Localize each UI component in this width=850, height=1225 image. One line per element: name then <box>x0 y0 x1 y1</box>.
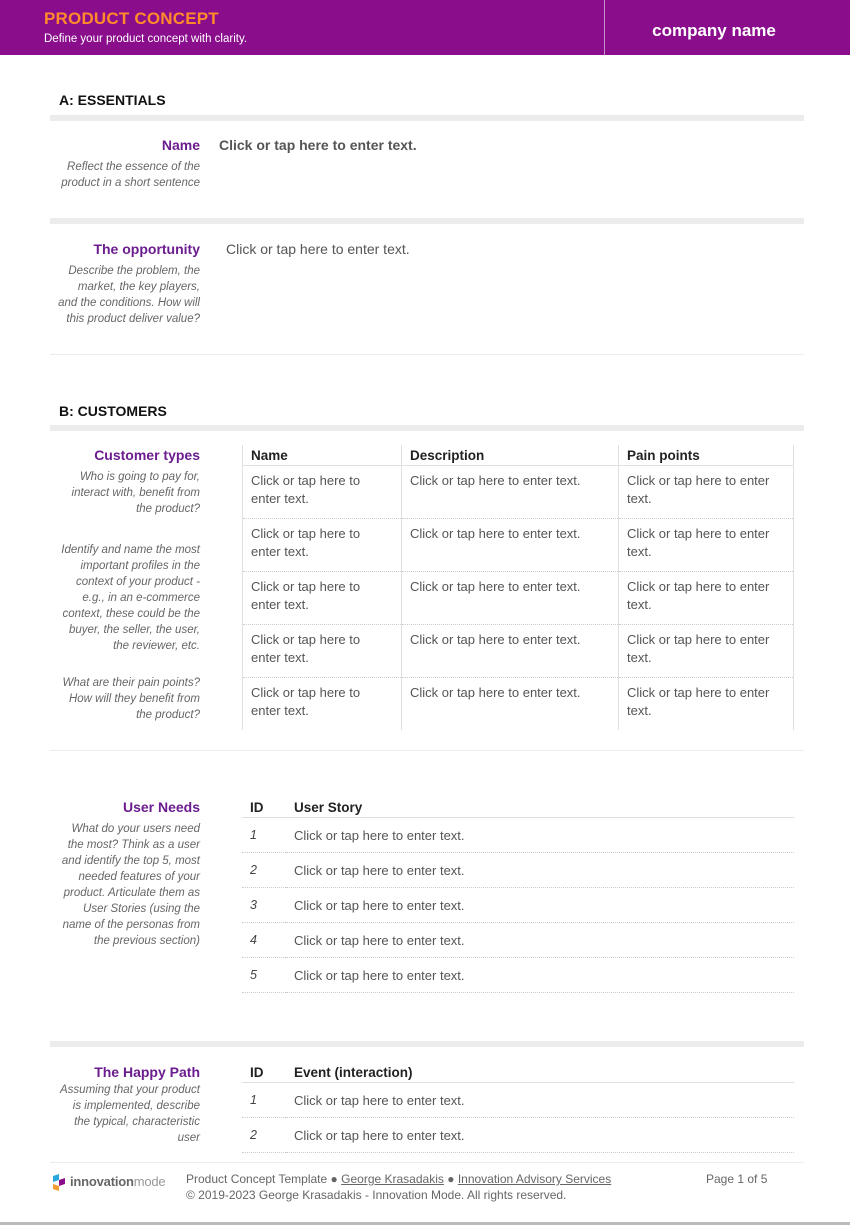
column-header-name: Name <box>243 445 402 466</box>
customer-types-description: What are their pain points? How will they benefit from the product? <box>62 677 200 721</box>
name-label: Name <box>161 137 200 153</box>
table-row <box>243 678 794 731</box>
section-b-title: B: CUSTOMERS <box>59 403 167 419</box>
customer-pain-points-cell[interactable]: Click or tap here to enter text. <box>619 572 794 625</box>
footer-bullet: ● <box>447 1172 455 1186</box>
footer-template-name: Product Concept Template <box>186 1172 328 1186</box>
row-divider <box>50 750 804 751</box>
page-number: Page 1 of 5 <box>706 1172 768 1186</box>
document-title: PRODUCT CONCEPT <box>44 9 219 28</box>
footer-credits <box>186 1172 611 1186</box>
opportunity-input[interactable]: Click or tap here to enter text. <box>226 241 410 257</box>
story-id-cell: 5 <box>242 958 286 993</box>
name-description: Reflect the essence of the product in a short sentence <box>61 161 200 189</box>
row-divider <box>50 218 804 224</box>
footer-logo-text <box>70 1174 165 1189</box>
column-header-user-story: User Story <box>286 797 794 818</box>
customer-description-cell[interactable]: Click or tap here to enter text. <box>402 519 619 572</box>
table-row <box>242 818 794 853</box>
section-a-title: A: ESSENTIALS <box>59 92 166 108</box>
document-subtitle: Define your product concept with clarity. <box>44 33 248 45</box>
table-row <box>242 958 794 993</box>
user-story-cell[interactable]: Click or tap here to enter text. <box>286 958 794 993</box>
row-divider <box>50 354 804 355</box>
logo-wordmark-light: mode <box>133 1174 166 1189</box>
section-divider <box>50 115 804 121</box>
event-cell[interactable]: Click or tap here to enter text. <box>286 1118 794 1153</box>
footer-divider <box>50 1162 804 1163</box>
table-row <box>243 466 794 519</box>
event-id-cell: 2 <box>242 1118 286 1153</box>
name-input[interactable]: Click or tap here to enter text. <box>219 137 417 153</box>
user-story-cell[interactable]: Click or tap here to enter text. <box>286 818 794 853</box>
column-header-event: Event (interaction) <box>286 1062 794 1083</box>
footer-bullet: ● <box>330 1172 338 1186</box>
customer-name-cell[interactable]: Click or tap here to enter text. <box>243 519 402 572</box>
customer-name-cell[interactable]: Click or tap here to enter text. <box>243 572 402 625</box>
happy-path-label: The Happy Path <box>94 1064 200 1080</box>
user-story-cell[interactable]: Click or tap here to enter text. <box>286 853 794 888</box>
table-row <box>242 888 794 923</box>
happy-path-table <box>242 1062 794 1153</box>
customer-description-cell[interactable]: Click or tap here to enter text. <box>402 625 619 678</box>
story-id-cell: 2 <box>242 853 286 888</box>
opportunity-description: Describe the problem, the market, the key players, and the conditions. How will this product deliver value? <box>58 265 200 325</box>
customer-description-cell[interactable]: Click or tap here to enter text. <box>402 678 619 731</box>
table-header-row <box>243 445 794 466</box>
event-id-cell: 1 <box>242 1083 286 1118</box>
column-header-id: ID <box>242 797 286 818</box>
opportunity-label: The opportunity <box>93 241 200 257</box>
footer-copyright: © 2019-2023 George Krasadakis - Innovation Mode. All rights reserved. <box>186 1188 567 1202</box>
table-row <box>242 1083 794 1118</box>
table-row <box>243 625 794 678</box>
logo-wordmark-bold: innovation <box>70 1174 134 1189</box>
user-needs-table <box>242 797 794 993</box>
company-name-field[interactable]: company name <box>652 21 776 40</box>
row-divider <box>50 1041 804 1047</box>
section-divider <box>50 425 804 431</box>
table-row <box>242 1118 794 1153</box>
column-header-pain-points: Pain points <box>619 445 794 466</box>
footer-author-link[interactable]: George Krasadakis <box>341 1172 444 1186</box>
customer-description-cell[interactable]: Click or tap here to enter text. <box>402 466 619 519</box>
table-header-row <box>242 1062 794 1083</box>
user-needs-label: User Needs <box>122 799 200 815</box>
customer-name-cell[interactable]: Click or tap here to enter text. <box>243 625 402 678</box>
table-row <box>243 572 794 625</box>
customer-types-label: Customer types <box>94 447 200 463</box>
customer-description-cell[interactable]: Click or tap here to enter text. <box>402 572 619 625</box>
column-header-id: ID <box>242 1062 286 1083</box>
footer-services-link[interactable]: Innovation Advisory Services <box>457 1172 612 1186</box>
customer-types-table <box>242 445 794 730</box>
customer-name-cell[interactable]: Click or tap here to enter text. <box>243 466 402 519</box>
story-id-cell: 4 <box>242 923 286 958</box>
event-cell[interactable]: Click or tap here to enter text. <box>286 1083 794 1118</box>
customer-pain-points-cell[interactable]: Click or tap here to enter text. <box>619 466 794 519</box>
innovation-mode-logo-icon <box>50 1172 68 1192</box>
customer-types-description: Who is going to pay for, interact with, benefit from the product? <box>71 471 200 515</box>
user-needs-description: What do your users need the most? Think as a user and identify the top 5, most needed features of your product. Articulate them as User Stories (using the name of the personas from the previous section) <box>61 823 200 947</box>
column-header-description: Description <box>402 445 619 466</box>
story-id-cell: 1 <box>242 818 286 853</box>
table-header-row <box>242 797 794 818</box>
table-row <box>243 519 794 572</box>
story-id-cell: 3 <box>242 888 286 923</box>
user-story-cell[interactable]: Click or tap here to enter text. <box>286 923 794 958</box>
customer-pain-points-cell[interactable]: Click or tap here to enter text. <box>619 519 794 572</box>
page-header <box>0 0 850 55</box>
customer-pain-points-cell[interactable]: Click or tap here to enter text. <box>619 625 794 678</box>
table-row <box>242 923 794 958</box>
customer-types-description: Identify and name the most important profiles in the context of your product - e.g., in an e-commerce context, these could be the buyer, the seller, the user, the reviewer, etc. <box>61 544 200 652</box>
customer-name-cell[interactable]: Click or tap here to enter text. <box>243 678 402 731</box>
customer-pain-points-cell[interactable]: Click or tap here to enter text. <box>619 678 794 731</box>
happy-path-description: Assuming that your product is implemented, describe the typical, characteristic user <box>60 1084 200 1144</box>
user-story-cell[interactable]: Click or tap here to enter text. <box>286 888 794 923</box>
table-row <box>242 853 794 888</box>
